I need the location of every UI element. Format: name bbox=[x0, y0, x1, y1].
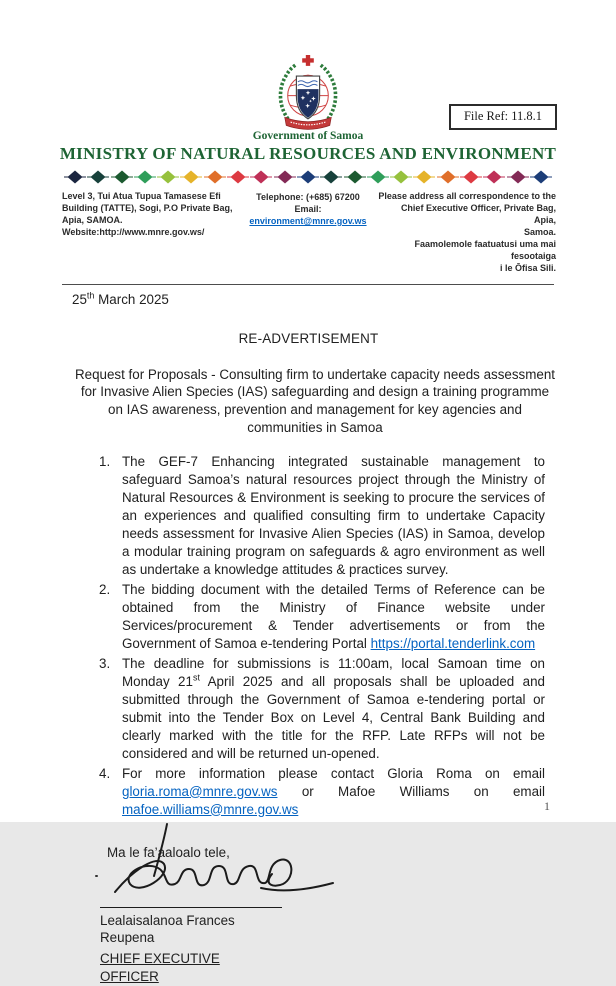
hyperlink[interactable]: mafoe.williams@mnre.gov.ws bbox=[122, 802, 298, 817]
list-item bbox=[99, 765, 545, 819]
email-label: Email: bbox=[294, 204, 321, 214]
list-item bbox=[99, 655, 545, 763]
diamond-icon bbox=[437, 170, 459, 184]
hyperlink[interactable]: https://portal.tenderlink.com bbox=[371, 636, 536, 651]
closing-salutation: Ma le fa’aaloalo tele, bbox=[107, 844, 545, 862]
letter-body bbox=[0, 285, 616, 964]
signatory-block bbox=[100, 907, 282, 986]
signatory-name: Lealaisalanoa Frances Reupena bbox=[100, 912, 282, 948]
contact-correspondence-note bbox=[378, 191, 556, 275]
list-item-text: The GEF-7 Enhancing integrated sustainable management to safeguard Samoa’s natural resources project through the Ministry of Natural Resources & Environment is seeking to procure the services of an experiences and qualified consulting firm to undertake Capacity needs assessment for Invasive Alien Species (IAS) in Samoa, develop a modular training program on safeguards & agro environment as well as undertake a knowledge attitudes & practices survey. bbox=[122, 453, 545, 579]
contact-address bbox=[62, 191, 238, 275]
contact-line: i le Ōfisa Sili. bbox=[378, 263, 556, 275]
numbered-list bbox=[99, 453, 545, 818]
hyperlink[interactable]: gloria.roma@mnre.gov.ws bbox=[122, 784, 277, 799]
contact-line: Samoa. bbox=[378, 227, 556, 239]
diamond-icon bbox=[460, 170, 482, 184]
samoa-coat-of-arms-icon bbox=[270, 55, 346, 129]
list-number: 4. bbox=[99, 765, 122, 819]
contact-block bbox=[62, 191, 556, 275]
diamond-icon bbox=[64, 170, 86, 184]
diamond-icon bbox=[390, 170, 412, 184]
ink-dot bbox=[95, 875, 98, 878]
email-link[interactable]: environment@mnre.gov.ws bbox=[249, 216, 366, 226]
list-item bbox=[99, 453, 545, 579]
government-of-samoa-label: Government of Samoa bbox=[0, 130, 616, 142]
superscript: th bbox=[87, 290, 95, 300]
list-item bbox=[99, 581, 545, 653]
diamond-icon bbox=[344, 170, 366, 184]
diamond-icon bbox=[134, 170, 156, 184]
closing-area bbox=[107, 844, 545, 964]
contact-line: Building (TATTE), Sogi, P.O Private Bag, bbox=[62, 203, 238, 215]
diamond-icon bbox=[157, 170, 179, 184]
list-number: 1. bbox=[99, 453, 122, 579]
diamond-icon bbox=[507, 170, 529, 184]
file-ref-box: File Ref: 11.8.1 bbox=[449, 104, 557, 130]
contact-line: Level 3, Tui Atua Tupua Tamasese Efi bbox=[62, 191, 238, 203]
contact-line: Chief Executive Officer, Private Bag, Apia, bbox=[378, 203, 556, 227]
diamond-icon bbox=[204, 170, 226, 184]
date: 25th March 2025 bbox=[72, 291, 545, 309]
diamond-icon bbox=[413, 170, 435, 184]
diamond-icon bbox=[87, 170, 109, 184]
contact-phone-email bbox=[238, 191, 378, 275]
diamond-icon bbox=[274, 170, 296, 184]
list-number: 3. bbox=[99, 655, 122, 763]
diamond-icon bbox=[483, 170, 505, 184]
diamond-icon bbox=[367, 170, 389, 184]
diamond-icon bbox=[180, 170, 202, 184]
letter-title: RE-ADVERTISEMENT bbox=[72, 330, 545, 348]
contact-line: Please address all correspondence to the bbox=[378, 191, 556, 203]
diamond-icon bbox=[297, 170, 319, 184]
email-line bbox=[238, 204, 378, 228]
subject-paragraph: Request for Proposals - Consulting firm to undertake capacity needs assessment for Invasive Alien Species (IAS) safeguarding and design a training programme on IAS awareness, prevention and management for key agencies and communities in Samoa bbox=[72, 366, 558, 437]
page-number: 1 bbox=[544, 799, 550, 814]
telephone-line: Telephone: (+685) 67200 bbox=[238, 192, 378, 204]
diamond-divider bbox=[64, 170, 552, 184]
contact-line: Apia, SAMOA. bbox=[62, 215, 238, 227]
signatory-title: CHIEF EXECUTIVE OFFICER bbox=[100, 950, 282, 986]
diamond-icon bbox=[320, 170, 342, 184]
list-item-text: The deadline for submissions is 11:00am, local Samoan time on Monday 21st April 2025 and all proposals shall be uploaded and submitted through the Government of Samoa e-tendering portal or submit into the Tender Box on Level 4, Central Bank Building and clearly marked with the title for the RFP. Late RFPs will not be considered and will be returned un-opened. bbox=[122, 655, 545, 763]
contact-line: Faamolemole faatuatusi uma mai fesootaiga bbox=[378, 239, 556, 263]
diamond-icon bbox=[227, 170, 249, 184]
ministry-title: MINISTRY OF NATURAL RESOURCES AND ENVIRONMENT bbox=[0, 144, 616, 164]
contact-line: Website:http://www.mnre.gov.ws/ bbox=[62, 227, 238, 239]
diamond-icon bbox=[111, 170, 133, 184]
diamond-icon bbox=[530, 170, 552, 184]
diamond-icon bbox=[250, 170, 272, 184]
list-item-text: For more information please contact Gloria Roma on email gloria.roma@mnre.gov.ws or Mafoe Williams on email mafoe.williams@mnre.gov.ws bbox=[122, 765, 545, 819]
list-number: 2. bbox=[99, 581, 122, 653]
list-item-text: The bidding document with the detailed Terms of Reference can be obtained from the Ministry of Finance website under Services/procurement & Tender advertisements or from the Government of Samoa e-tendering Portal https://portal.tenderlink.com bbox=[122, 581, 545, 653]
superscript: st bbox=[193, 672, 200, 682]
